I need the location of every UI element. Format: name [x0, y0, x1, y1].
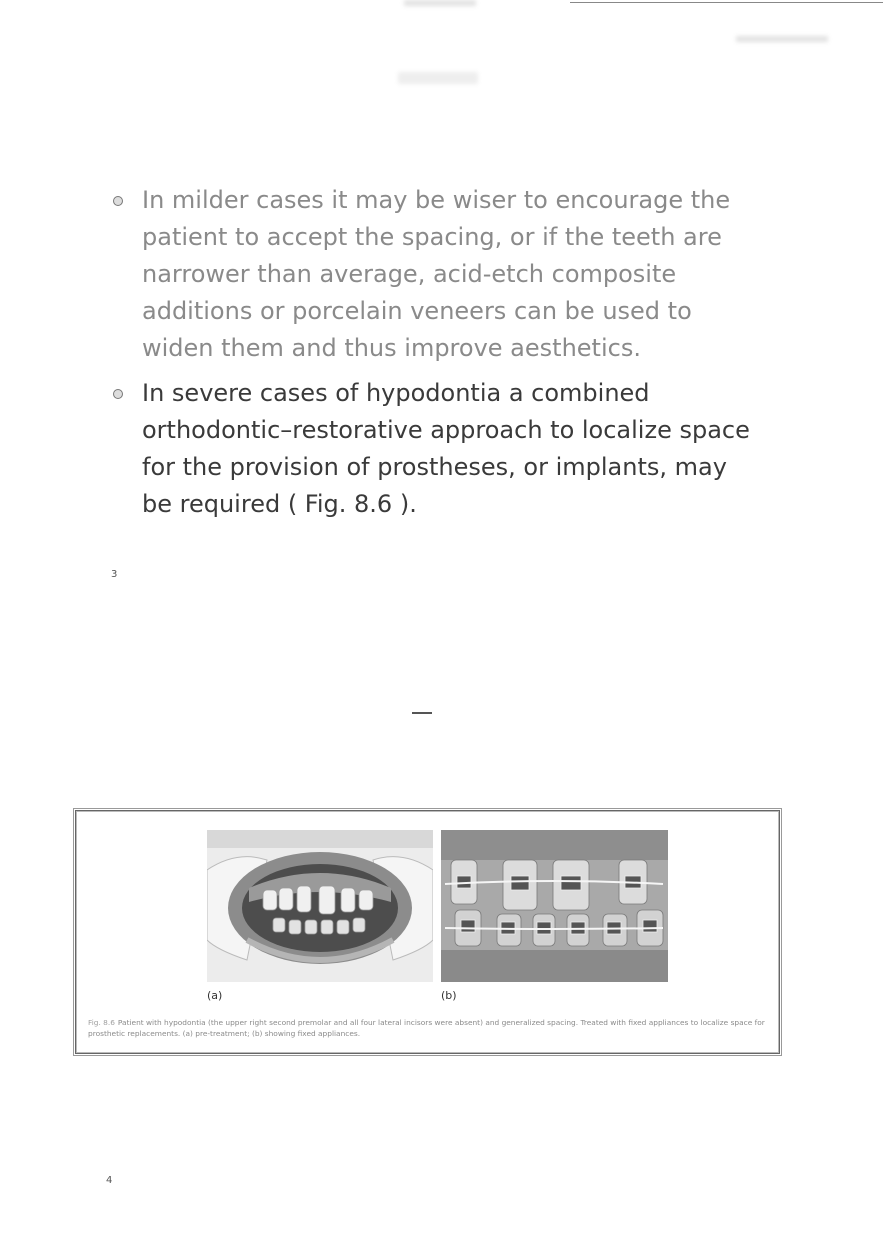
bullet-text: In severe cases of hypodontia a combined orthodontic–restorative approach to localize space for the provision of prostheses, or implants, may be required ( Fig. 8.6 ). [142, 379, 750, 518]
page-number: 4 [106, 1175, 113, 1186]
page-number: 3 [111, 569, 118, 580]
bullet-dot-icon [113, 196, 123, 206]
figure [75, 810, 780, 1054]
mouth-image [207, 830, 433, 982]
bullet-text: In milder cases it may be wiser to encourage the patient to accept the spacing, or if the teeth are narrower than average, acid-etch composite additions or porcelain veneers can be used to widen them and thus improve aesthetics. [142, 186, 731, 362]
bullet-item [110, 182, 750, 367]
scan-smudge [404, 0, 476, 6]
figure-caption-text: Patient with hypodontia (the upper right second premolar and all four lateral incisors were absent) and generalized spacing. Treated with fixed appliances to localize space for prosthetic replacements. (a) pre-treatment; (b) showing fixed appliances. [88, 1018, 765, 1038]
figure-caption [88, 1017, 768, 1039]
panel-label-b: (b) [441, 989, 457, 1002]
bullet-dot-icon [113, 389, 123, 399]
scan-mark [412, 712, 432, 714]
photo-pre-treatment [207, 830, 433, 982]
scan-smudge [736, 36, 828, 42]
bullet-list [110, 182, 750, 531]
bullet-item [110, 375, 750, 523]
figure-caption-label: Fig. 8.6 [88, 1018, 115, 1027]
braces-image [441, 830, 668, 982]
scan-edge-line [570, 2, 883, 3]
panel-label-a: (a) [207, 989, 223, 1002]
scan-smudge [398, 72, 478, 84]
photo-fixed-appliances [441, 830, 668, 982]
